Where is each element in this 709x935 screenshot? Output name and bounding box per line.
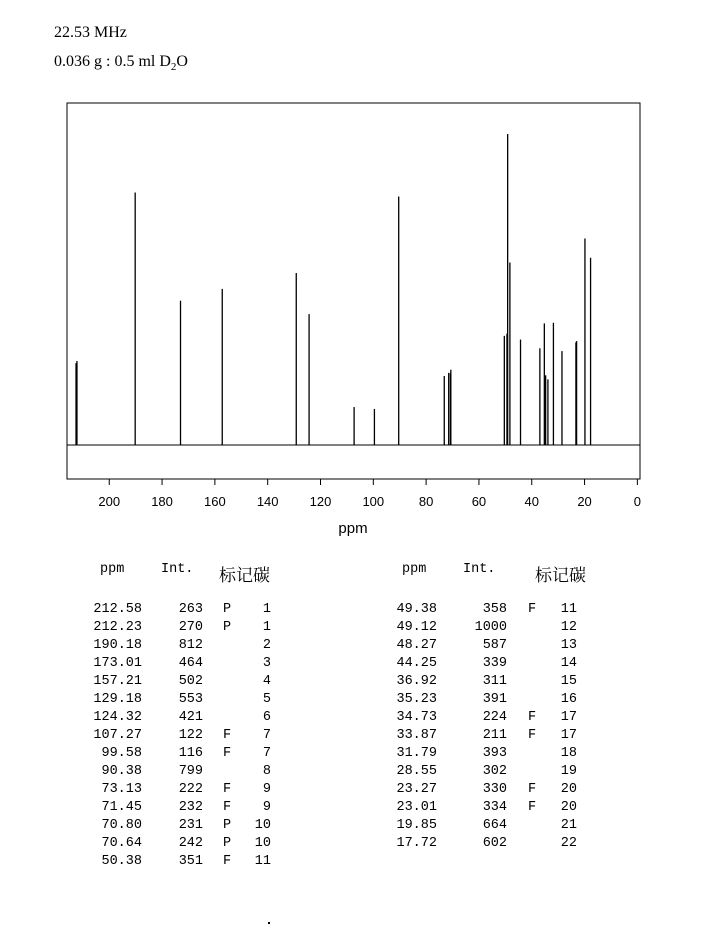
peak-ppm: 73.13: [101, 782, 142, 797]
peak-carbon-number: 11: [560, 602, 577, 617]
peak-ppm: 212.23: [93, 620, 142, 635]
peak-ppm: 49.12: [396, 620, 437, 635]
peak-carbon-number: 8: [262, 764, 271, 779]
col-header-label-carbon: 标记碳: [219, 566, 270, 586]
peak-carbon-number: 5: [262, 692, 271, 707]
peak-intensity: 664: [482, 818, 507, 833]
peak-ppm: 70.80: [101, 818, 142, 833]
peak-carbon-number: 14: [560, 656, 577, 671]
peak-multiplicity-flag: F: [528, 782, 537, 797]
peak-carbon-number: 6: [262, 710, 271, 725]
x-tick-label: 0: [633, 494, 641, 509]
peak-intensity: 391: [482, 692, 507, 707]
peak-carbon-number: 9: [262, 782, 271, 797]
peak-carbon-number: 13: [560, 638, 577, 653]
peak-ppm: 157.21: [93, 674, 142, 689]
peak-carbon-number: 2: [262, 638, 271, 653]
peak-multiplicity-flag: P: [223, 620, 232, 635]
peak-carbon-number: 10: [254, 836, 271, 851]
peak-intensity: 339: [482, 656, 507, 671]
peak-carbon-number: 4: [262, 674, 271, 689]
peak-ppm: 44.25: [396, 656, 437, 671]
peak-ppm: 33.87: [396, 728, 437, 743]
peak-multiplicity-flag: F: [528, 728, 537, 743]
sample-prefix: 0.036 g : 0.5 ml D: [54, 53, 171, 70]
peak-intensity: 122: [178, 728, 203, 743]
x-tick-label: 80: [418, 494, 434, 509]
peak-carbon-number: 1: [262, 602, 271, 617]
x-tick-label: 140: [256, 494, 279, 509]
peak-carbon-number: 19: [560, 764, 577, 779]
col-header-int: Int.: [161, 562, 194, 577]
peak-carbon-number: 10: [254, 818, 271, 833]
peak-ppm: 212.58: [93, 602, 142, 617]
peak-intensity: 351: [178, 854, 203, 869]
peak-multiplicity-flag: P: [223, 602, 232, 617]
peak-intensity: 263: [178, 602, 203, 617]
peak-carbon-number: 7: [262, 746, 271, 761]
peak-carbon-number: 12: [560, 620, 577, 635]
peak-multiplicity-flag: F: [528, 710, 537, 725]
peak-intensity: 334: [482, 800, 507, 815]
spectrometer-frequency: 22.53 MHz: [54, 24, 127, 41]
peak-ppm: 190.18: [93, 638, 142, 653]
page-dot: [268, 922, 270, 924]
x-tick-label: 160: [204, 494, 226, 509]
peak-ppm: 124.32: [93, 710, 142, 725]
peak-carbon-number: 9: [262, 800, 271, 815]
sample-subscript: 2: [170, 61, 177, 74]
x-tick-label: 200: [98, 494, 121, 509]
peak-intensity: 358: [482, 602, 507, 617]
peak-intensity: 587: [482, 638, 507, 653]
col-header-ppm: ppm: [100, 562, 125, 577]
peak-multiplicity-flag: F: [223, 800, 232, 815]
peak-carbon-number: 11: [254, 854, 271, 869]
peak-intensity: 232: [178, 800, 203, 815]
peak-multiplicity-flag: P: [223, 836, 232, 851]
peak-carbon-number: 16: [560, 692, 577, 707]
peak-intensity: 502: [178, 674, 203, 689]
peak-intensity: 602: [482, 836, 507, 851]
peak-ppm: 17.72: [396, 836, 437, 851]
peak-ppm: 28.55: [396, 764, 437, 779]
peak-intensity: 464: [178, 656, 203, 671]
peak-ppm: 23.01: [396, 800, 437, 815]
peak-intensity: 553: [178, 692, 203, 707]
peak-intensity: 311: [482, 674, 507, 689]
peak-ppm: 107.27: [93, 728, 142, 743]
x-tick-label: 120: [309, 494, 332, 509]
peak-intensity: 231: [178, 818, 203, 833]
peak-ppm: 50.38: [101, 854, 142, 869]
peak-intensity: 1000: [474, 620, 507, 635]
peak-ppm: 49.38: [396, 602, 437, 617]
peak-carbon-number: 17: [560, 710, 577, 725]
peak-ppm: 70.64: [101, 836, 142, 851]
peak-group: [67, 134, 640, 445]
peak-multiplicity-flag: F: [223, 746, 232, 761]
peak-ppm: 129.18: [93, 692, 142, 707]
peak-intensity: 812: [178, 638, 203, 653]
peak-intensity: 116: [178, 746, 203, 761]
peak-intensity: 393: [482, 746, 507, 761]
peak-multiplicity-flag: P: [223, 818, 232, 833]
sample-suffix: O: [176, 53, 188, 70]
peak-ppm: 34.73: [396, 710, 437, 725]
x-axis-ticks: [98, 479, 641, 509]
peak-ppm: 31.79: [396, 746, 437, 761]
peak-multiplicity-flag: F: [223, 782, 232, 797]
peak-carbon-number: 15: [560, 674, 577, 689]
peak-ppm: 36.92: [396, 674, 437, 689]
peak-multiplicity-flag: F: [528, 800, 537, 815]
peak-ppm: 173.01: [93, 656, 142, 671]
peak-intensity: 421: [178, 710, 203, 725]
peak-carbon-number: 1: [262, 620, 271, 635]
peak-multiplicity-flag: F: [223, 728, 232, 743]
x-tick-label: 180: [151, 494, 173, 509]
peak-ppm: 99.58: [101, 746, 142, 761]
col-header-label-carbon: 标记碳: [535, 566, 586, 586]
x-tick-label: 60: [471, 494, 487, 509]
peak-ppm: 35.23: [396, 692, 437, 707]
peak-intensity: 270: [178, 620, 203, 635]
peak-carbon-number: 20: [560, 800, 577, 815]
col-header-int: Int.: [463, 562, 496, 577]
peak-multiplicity-flag: F: [528, 602, 537, 617]
col-header-ppm: ppm: [402, 562, 427, 577]
peak-ppm: 48.27: [396, 638, 437, 653]
peak-carbon-number: 3: [262, 656, 271, 671]
peak-carbon-number: 7: [262, 728, 271, 743]
peak-intensity: 302: [482, 764, 507, 779]
peak-intensity: 242: [178, 836, 203, 851]
peak-intensity: 799: [178, 764, 203, 779]
peak-ppm: 23.27: [396, 782, 437, 797]
peak-carbon-number: 21: [560, 818, 577, 833]
peak-ppm: 90.38: [101, 764, 142, 779]
peak-carbon-number: 17: [560, 728, 577, 743]
peak-intensity: 224: [482, 710, 507, 725]
peak-ppm: 71.45: [101, 800, 142, 815]
peak-multiplicity-flag: F: [223, 854, 232, 869]
peak-intensity: 330: [482, 782, 507, 797]
x-axis-title: ppm: [338, 520, 368, 537]
x-tick-label: 20: [577, 494, 592, 509]
peak-carbon-number: 18: [560, 746, 577, 761]
peak-intensity: 211: [482, 728, 507, 743]
x-tick-label: 40: [524, 494, 539, 509]
x-tick-label: 100: [362, 494, 385, 509]
peak-carbon-number: 20: [560, 782, 577, 797]
peak-ppm: 19.85: [396, 818, 437, 833]
peak-carbon-number: 22: [560, 836, 577, 851]
peak-intensity: 222: [178, 782, 203, 797]
